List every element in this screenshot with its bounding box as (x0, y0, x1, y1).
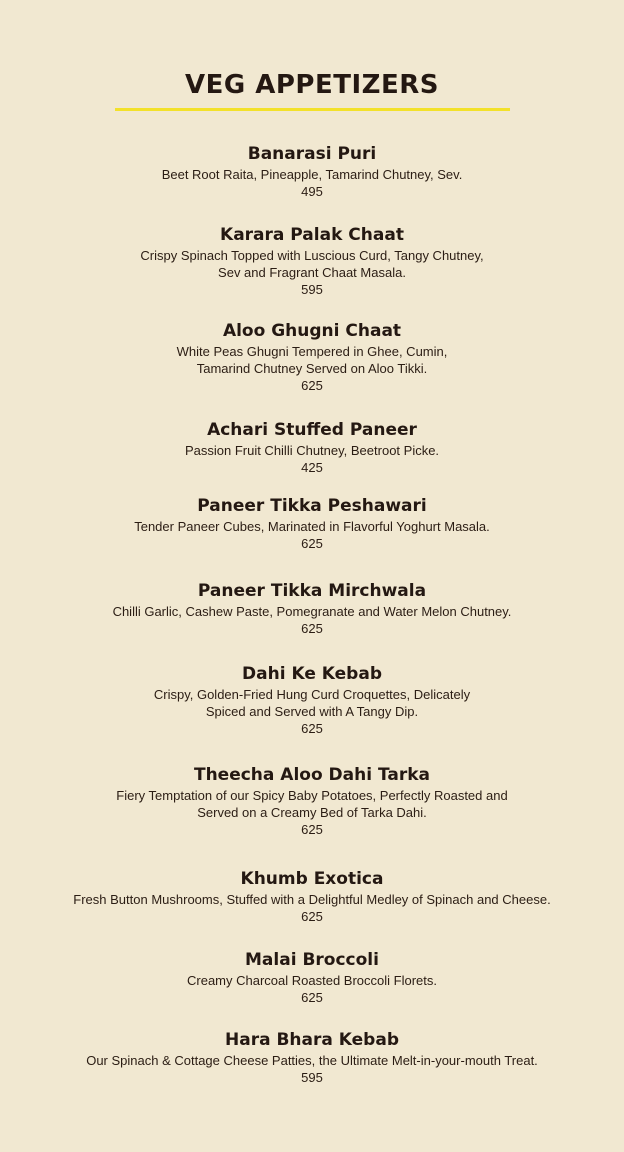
menu-item (0, 764, 624, 838)
item-description: Passion Fruit Chilli Chutney, Beetroot Picke. (184, 443, 440, 458)
item-price: 425 (301, 460, 323, 475)
item-name: Achari Stuffed Paneer (207, 420, 417, 440)
menu-item (0, 320, 624, 394)
item-description: Crispy Spinach Topped with Luscious Curd, Tangy Chutney, Sev and Fragrant Chaat Masala. (140, 248, 484, 280)
item-price: 625 (301, 721, 323, 736)
menu-item (0, 663, 624, 737)
menu-item (0, 1029, 624, 1086)
item-name: Paneer Tikka Peshawari (197, 496, 427, 516)
menu-item (0, 224, 624, 298)
item-name: Dahi Ke Kebab (242, 664, 382, 684)
item-price: 625 (301, 378, 323, 393)
item-name: Aloo Ghugni Chaat (222, 321, 402, 341)
item-description: Chilli Garlic, Cashew Paste, Pomegranate and Water Melon Chutney. (112, 604, 512, 619)
item-description: Fiery Temptation of our Spicy Baby Potatoes, Perfectly Roasted and Served on a Creamy Bed of Tarka Dahi. (116, 788, 508, 820)
menu-item (0, 949, 624, 1006)
item-name: Paneer Tikka Mirchwala (197, 581, 427, 601)
menu-item (0, 143, 624, 200)
item-name: Malai Broccoli (245, 950, 379, 970)
item-description: White Peas Ghugni Tempered in Ghee, Cumin, Tamarind Chutney Served on Aloo Tikki. (176, 344, 448, 376)
item-price: 625 (301, 621, 323, 636)
item-price: 495 (301, 184, 323, 199)
menu-item (0, 868, 624, 925)
menu-title: VEG APPETIZERS (184, 70, 440, 100)
item-price: 625 (301, 536, 323, 551)
item-description: Our Spinach & Cottage Cheese Patties, the Ultimate Melt-in-your-mouth Treat. (86, 1053, 538, 1068)
item-name: Khumb Exotica (240, 869, 384, 889)
item-description: Creamy Charcoal Roasted Broccoli Florets. (187, 973, 437, 988)
menu-item (0, 419, 624, 476)
item-price: 625 (301, 909, 323, 924)
menu-item (0, 580, 624, 637)
item-description: Crispy, Golden-Fried Hung Curd Croquettes, Delicately Spiced and Served with A Tangy Dip. (153, 687, 471, 719)
title-underline (115, 108, 510, 111)
item-name: Hara Bhara Kebab (225, 1030, 399, 1050)
item-description: Tender Paneer Cubes, Marinated in Flavorful Yoghurt Masala. (134, 519, 490, 534)
item-price: 625 (301, 990, 323, 1005)
item-name: Theecha Aloo Dahi Tarka (193, 765, 431, 785)
item-price: 595 (301, 282, 323, 297)
item-price: 625 (301, 822, 323, 837)
item-description: Fresh Button Mushrooms, Stuffed with a Delightful Medley of Spinach and Cheese. (73, 892, 551, 907)
item-name: Karara Palak Chaat (220, 225, 404, 245)
menu-item (0, 495, 624, 552)
item-name: Banarasi Puri (247, 144, 377, 164)
item-description: Beet Root Raita, Pineapple, Tamarind Chutney, Sev. (161, 167, 463, 182)
item-price: 595 (301, 1070, 323, 1085)
